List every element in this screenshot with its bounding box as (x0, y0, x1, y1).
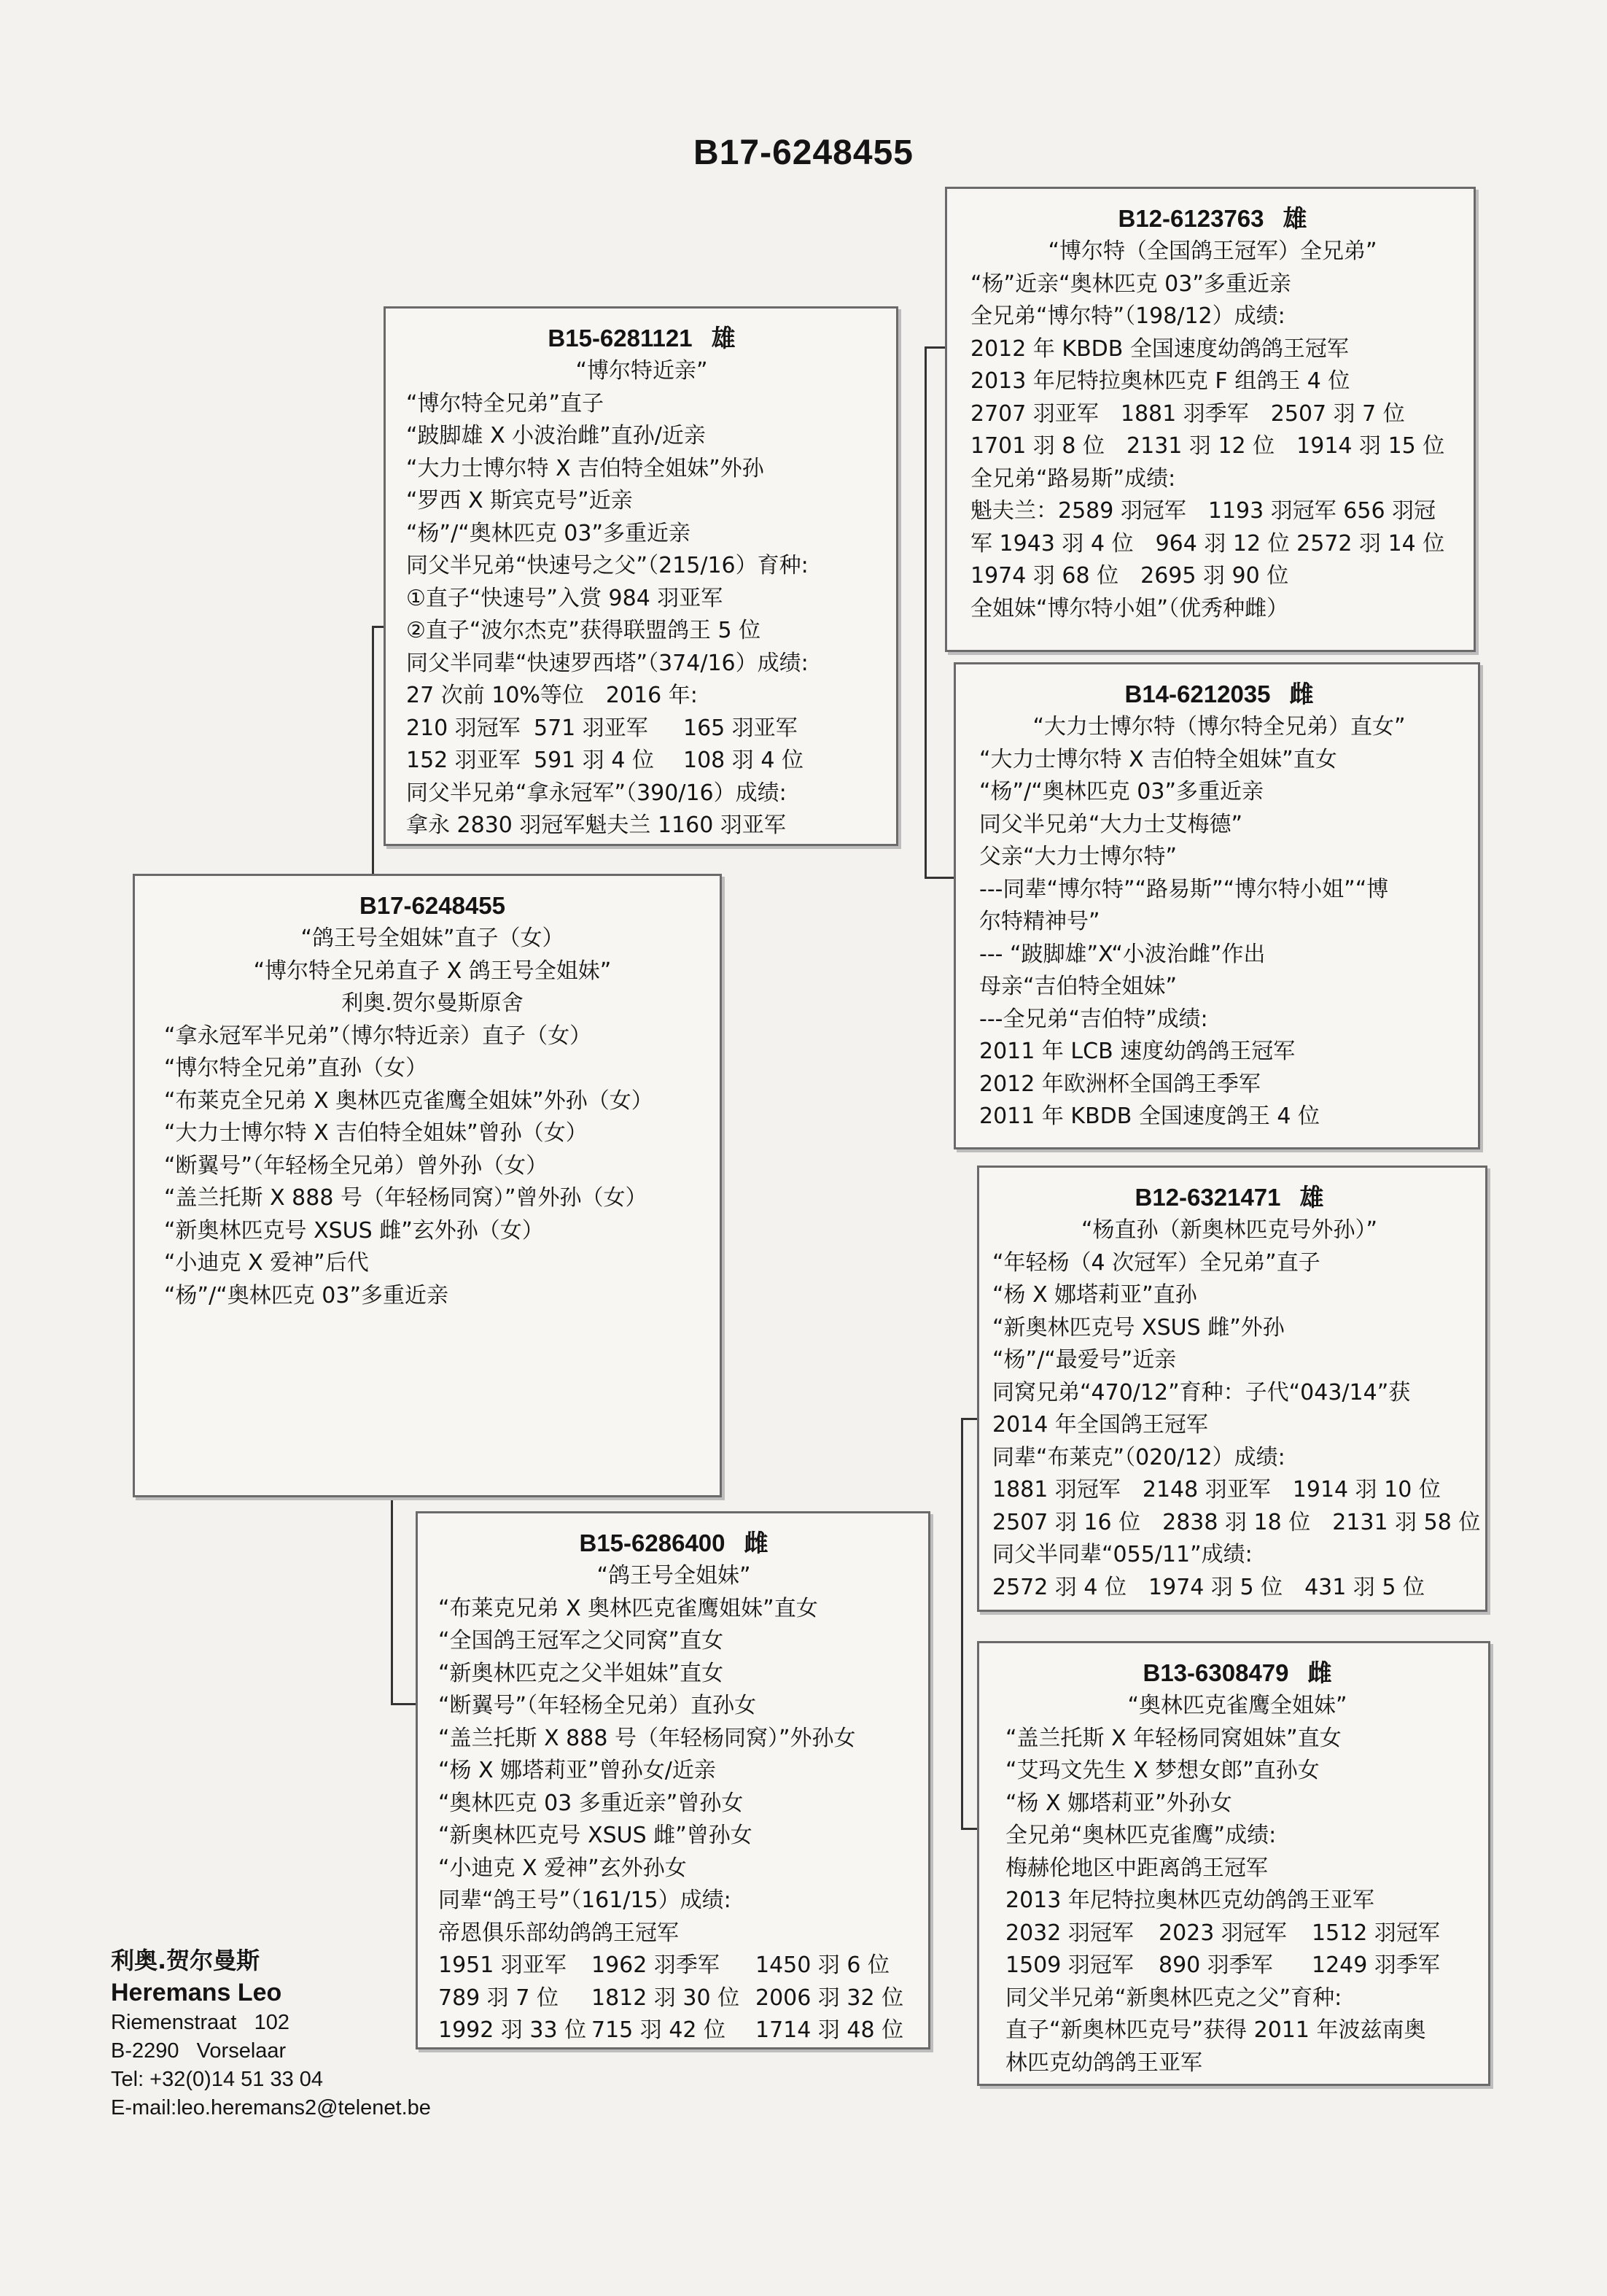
pedigree-line: 拿永 2830 羽冠军魁夫兰 1160 羽亚军 (406, 812, 786, 838)
pedigree-line: 母亲“吉伯特全姐妹” (979, 974, 1178, 999)
connector-line (391, 1492, 393, 1703)
pedigree-line: “拿永冠军半兄弟”（博尔特近亲）直子（女） (164, 1023, 592, 1049)
pedigree-line: 1701 羽 8 位 2131 羽 12 位 1914 羽 15 位 (970, 433, 1445, 459)
result-cell: 1714 羽 48 位 (755, 2017, 904, 2043)
sire-header (406, 322, 877, 355)
result-row (1005, 1917, 1469, 1950)
pedigree-line: “大力士博尔特 X 吉伯特全姐妹”外孙 (406, 455, 764, 481)
connector-line (372, 626, 374, 874)
result-cell: 1962 羽季军 (591, 1952, 720, 1978)
pedigree-line: “大力士博尔特 X 吉伯特全姐妹”直女 (979, 746, 1337, 772)
connector-line (925, 346, 945, 349)
sex-label: 雌 (1289, 680, 1314, 707)
result-cell: 591 羽 4 位 (534, 748, 654, 773)
sire-dam-box (954, 662, 1480, 1149)
pedigree-line: 2707 羽亚军 1881 羽季军 2507 羽 7 位 (970, 400, 1405, 427)
result-cell: 2032 羽冠军 (1005, 1920, 1134, 1946)
pedigree-line: ①直子“快速号”入赏 984 羽亚军 (406, 585, 723, 611)
sire-box (384, 306, 898, 846)
pedigree-line: 2013 年尼特拉奥林匹克幼鸽鸽王亚军 (1005, 1888, 1374, 1913)
pedigree-line: 同窝兄弟“470/12”育种：子代“043/14”获 (992, 1379, 1411, 1405)
contact-street: Riemenstraat 102 (111, 2011, 290, 2034)
contact-city: B-2290 Vorselaar (111, 2039, 287, 2063)
pedigree-line: ---全兄弟“吉伯特”成绩: (979, 1006, 1208, 1032)
contact-name-cn: 利奥.贺尔曼斯 (111, 1947, 260, 1974)
dam-dam-header (1005, 1656, 1469, 1690)
sire-dam-header (979, 678, 1459, 711)
contact-tel: Tel: +32(0)14 51 33 04 (111, 2068, 324, 2091)
ring-number: B12-6321471 (1135, 1184, 1281, 1211)
pedigree-line: ---同辈“博尔特”“路易斯”“博尔特小姐”“博 (979, 876, 1389, 902)
sex-label: 雄 (1283, 205, 1307, 232)
result-cell: 210 羽冠军 (406, 715, 521, 741)
pedigree-line: “新奥林匹克之父半姐妹”直女 (438, 1660, 724, 1686)
sex-label: 雌 (1307, 1659, 1332, 1686)
dam-header (438, 1527, 909, 1560)
pedigree-line: 林匹克幼鸽鸽王亚军 (1005, 2049, 1202, 2076)
pedigree-line: “跛脚雄 X 小波治雌”直孙/近亲 (406, 423, 706, 449)
connector-line (925, 346, 927, 879)
pedigree-line: 1974 羽 68 位 2695 羽 90 位 (970, 563, 1289, 589)
pedigree-line: 同父半同辈“快速罗西塔”（374/16）成绩: (406, 650, 809, 676)
result-cell: 2006 羽 32 位 (755, 1985, 904, 2011)
ring-number: B15-6286400 (579, 1529, 725, 1556)
result-cell: 1249 羽季军 (1312, 1952, 1440, 1978)
result-cell: 1951 羽亚军 (438, 1952, 567, 1978)
pedigree-line: “盖兰托斯 X 年轻杨同窝姐妹”直女 (1005, 1725, 1342, 1751)
pedigree-line: ②直子“波尔杰克”获得联盟鸽王 5 位 (406, 618, 761, 643)
pedigree-line: 2012 年 KBDB 全国速度幼鸽鸽王冠军 (970, 336, 1349, 362)
result-row (438, 1950, 909, 1982)
pedigree-line: “鸽王号全姐妹”直子（女） (300, 926, 564, 951)
pedigree-line: 27 次前 10%等位 2016 年: (406, 683, 698, 708)
pedigree-line: 军 1943 羽 4 位 964 羽 12 位 2572 羽 14 位 (970, 530, 1445, 556)
result-cell: 2023 羽冠军 (1159, 1920, 1287, 1946)
pedigree-line: “奥林匹克 03 多重近亲”曾孙女 (438, 1790, 744, 1816)
pedigree-line: 同辈“布莱克”（020/12）成绩: (992, 1444, 1285, 1470)
ring-number: B12-6123763 (1118, 205, 1264, 232)
pedigree-line: 2011 年 LCB 速度幼鸽鸽王冠军 (979, 1039, 1296, 1064)
pedigree-line: 直子“新奥林匹克号”获得 2011 年波兹南奥 (1005, 2017, 1426, 2043)
dam-box (416, 1511, 930, 2049)
ring-number: B13-6308479 (1143, 1659, 1289, 1686)
result-cell: 1450 羽 6 位 (755, 1952, 890, 1978)
pedigree-line: 2014 年全国鸽王冠军 (992, 1412, 1208, 1438)
pedigree-line: 全姐妹“博尔特小姐”（优秀种雌） (970, 595, 1289, 621)
page-title: B17-6248455 (693, 133, 914, 172)
result-row (406, 745, 877, 777)
contact-name-en: Heremans Leo (111, 1979, 282, 2006)
contact-block (111, 1944, 431, 2122)
ring-number: B14-6212035 (1124, 680, 1271, 707)
result-cell: 715 羽 42 位 (591, 2017, 726, 2043)
pedigree-line: “盖兰托斯 X 888 号（年轻杨同窝）”曾外孙（女） (164, 1185, 647, 1211)
pedigree-line: 1881 羽冠军 2148 羽亚军 1914 羽 10 位 (992, 1477, 1441, 1502)
pedigree-line: “新奥林匹克号 XSUS 雌”外孙 (992, 1314, 1285, 1341)
dam-sire-box (977, 1166, 1487, 1612)
pedigree-line: 全兄弟“奥林匹克雀鹰”成绩: (1005, 1823, 1277, 1848)
result-row (438, 2014, 909, 2047)
pedigree-line: 2572 羽 4 位 1974 羽 5 位 431 羽 5 位 (992, 1574, 1425, 1600)
pedigree-line: 同父半兄弟“大力士艾梅德” (979, 811, 1243, 837)
pedigree-line: “大力士博尔特（博尔特全兄弟）直女” (1032, 714, 1406, 740)
pedigree-line: “断翼号”（年轻杨全兄弟）曾外孙（女） (164, 1152, 548, 1179)
dam-sire-header (992, 1181, 1466, 1214)
result-row (1005, 1950, 1469, 1982)
result-cell: 789 羽 7 位 (438, 1985, 559, 2011)
pedigree-line: “博尔特全兄弟”直子 (406, 390, 604, 416)
connector-line (961, 1418, 978, 1420)
sex-label: 雄 (711, 325, 736, 352)
pedigree-line: “奥林匹克雀鹰全姐妹” (1127, 1693, 1347, 1718)
pedigree-line: “大力士博尔特 X 吉伯特全姐妹”曾孙（女） (164, 1120, 588, 1146)
result-cell: 108 羽 4 位 (683, 748, 803, 773)
pedigree-line: “艾玛文先生 X 梦想女郎”直孙女 (1005, 1758, 1320, 1783)
result-cell: 1512 羽冠军 (1312, 1920, 1440, 1946)
sire-sire-header (970, 202, 1455, 236)
pedigree-line: 梅赫伦地区中距离鸽王冠军 (1005, 1855, 1268, 1881)
pedigree-line: “杨 X 娜塔莉亚”直孙 (992, 1282, 1197, 1308)
pedigree-line: 2011 年 KBDB 全国速度鸽王 4 位 (979, 1104, 1320, 1129)
pedigree-line: “博尔特（全国鸽王冠军）全兄弟” (1048, 238, 1377, 264)
result-cell: 571 羽亚军 (534, 715, 648, 741)
pedigree-line: 同父半兄弟“快速号之父”（215/16）育种: (406, 553, 809, 578)
result-cell: 152 羽亚军 (406, 748, 521, 773)
pedigree-line: “杨”/“最爱号”近亲 (992, 1347, 1177, 1373)
pedigree-line: “新奥林匹克号 XSUS 雌”曾孙女 (438, 1823, 752, 1848)
subject-header: B17-6248455 (359, 892, 505, 919)
result-cell: 1509 羽冠军 (1005, 1952, 1134, 1978)
sex-label: 雄 (1299, 1184, 1324, 1211)
subtitle: “鸽王号全姐妹” (596, 1563, 751, 1589)
pedigree-line: 尔特精神号” (979, 909, 1100, 934)
pedigree-line: “布莱克全兄弟 X 奥林匹克雀鹰全姐妹”外孙（女） (164, 1087, 653, 1114)
pedigree-line: “杨 X 娜塔莉亚”外孙女 (1005, 1790, 1232, 1816)
pedigree-line: “博尔特全兄弟”直孙（女） (164, 1055, 428, 1081)
pedigree-line: 2012 年欧洲杯全国鸽王季军 (979, 1071, 1261, 1097)
pedigree-line: 2507 羽 16 位 2838 羽 18 位 2131 羽 58 位 (992, 1509, 1481, 1535)
pedigree-line: “杨”/“奥林匹克 03”多重近亲 (406, 520, 690, 546)
pedigree-line: --- “跛脚雄”X“小波治雌”作出 (979, 941, 1266, 967)
result-row (438, 1982, 909, 2015)
result-cell: 165 羽亚军 (683, 715, 798, 741)
pedigree-line: “断翼号”（年轻杨全兄弟）直孙女 (438, 1693, 757, 1718)
pedigree-line: “杨”/“奥林匹克 03”多重近亲 (164, 1282, 448, 1308)
subject-box (133, 874, 722, 1497)
ring-number: B15-6281121 (548, 325, 693, 352)
pedigree-line: “盖兰托斯 X 888 号（年轻杨同窝）”外孙女 (438, 1725, 856, 1751)
pedigree-line: 父亲“大力士博尔特” (979, 844, 1178, 869)
pedigree-line: 同辈“鸽王号”（161/15）成绩: (438, 1888, 731, 1913)
connector-line (391, 1703, 416, 1705)
pedigree-line: “全国鸽王冠军之父同窝”直女 (438, 1628, 724, 1653)
pedigree-line: “新奥林匹克号 XSUS 雌”玄外孙（女） (164, 1217, 544, 1244)
pedigree-line: 2013 年尼特拉奥林匹克 F 组鸽王 4 位 (970, 368, 1350, 394)
result-row (406, 713, 877, 745)
subtitle: “博尔特近亲” (575, 358, 708, 384)
result-cell: 1992 羽 33 位 (438, 2017, 587, 2043)
result-cell: 890 羽季军 (1159, 1952, 1273, 1978)
pedigree-line: 利奥.贺尔曼斯原舍 (341, 990, 524, 1016)
pedigree-line: 全兄弟“路易斯”成绩: (970, 465, 1176, 492)
pedigree-line: 魁夫兰：2589 羽冠军 1193 羽冠军 656 羽冠 (970, 498, 1436, 524)
result-cell: 1812 羽 30 位 (591, 1985, 740, 2011)
sire-sire-box (945, 187, 1476, 652)
connector-line (961, 1418, 963, 1830)
pedigree-line: 同父半兄弟“拿永冠军”（390/16）成绩: (406, 780, 787, 806)
connector-line (961, 1828, 978, 1830)
connector-line (925, 877, 954, 879)
pedigree-line: “博尔特全兄弟直子 X 鸽王号全姐妹” (253, 958, 612, 984)
pedigree-line: “杨”近亲“奥林匹克 03”多重近亲 (970, 271, 1291, 297)
contact-email: E-mail:leo.heremans2@telenet.be (111, 2096, 431, 2119)
pedigree-line: 同父半同辈“055/11”成绩: (992, 1542, 1253, 1567)
pedigree-line: “杨 X 娜塔莉亚”曾孙女/近亲 (438, 1758, 716, 1783)
sex-label: 雌 (744, 1529, 769, 1556)
pedigree-line: “杨”/“奥林匹克 03”多重近亲 (979, 779, 1264, 804)
pedigree-line: “年轻杨（4 次冠军）全兄弟”直子 (992, 1249, 1320, 1276)
pedigree-line: 同父半兄弟“新奥林匹克之父”育种: (1005, 1985, 1342, 2011)
pedigree-line: “罗西 X 斯宾克号”近亲 (406, 488, 633, 513)
pedigree-line: 全兄弟“博尔特”（198/12）成绩: (970, 303, 1285, 329)
pedigree-line: 帝恩俱乐部幼鸽鸽王冠军 (438, 1920, 679, 1946)
pedigree-line: “小迪克 X 爱神”玄外孙女 (438, 1855, 687, 1881)
pedigree-line: “小迪克 X 爱神”后代 (164, 1250, 369, 1276)
pedigree-line: “布莱克兄弟 X 奥林匹克雀鹰姐妹”直女 (438, 1595, 818, 1621)
dam-dam-box (977, 1641, 1490, 2086)
pedigree-line: “杨直孙（新奥林匹克号外孙）” (1081, 1217, 1378, 1243)
